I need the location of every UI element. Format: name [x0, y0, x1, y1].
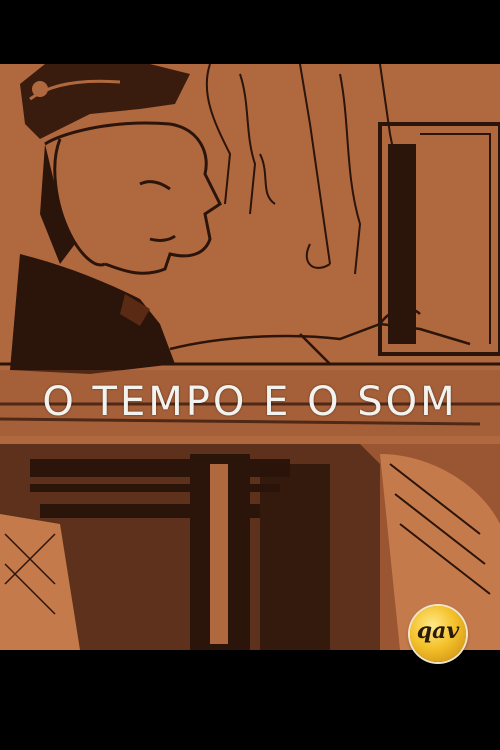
background-figures	[207, 64, 400, 274]
logo-text: qav	[416, 618, 460, 644]
crown	[20, 64, 190, 139]
channel-logo	[410, 606, 466, 662]
piano-right	[380, 124, 500, 354]
poster-title: O TEMPO E O SOM	[42, 379, 458, 425]
illustration	[0, 64, 500, 650]
pianist-hair	[40, 144, 75, 264]
pianist-illustration	[0, 64, 500, 650]
pianist-face	[45, 123, 220, 273]
